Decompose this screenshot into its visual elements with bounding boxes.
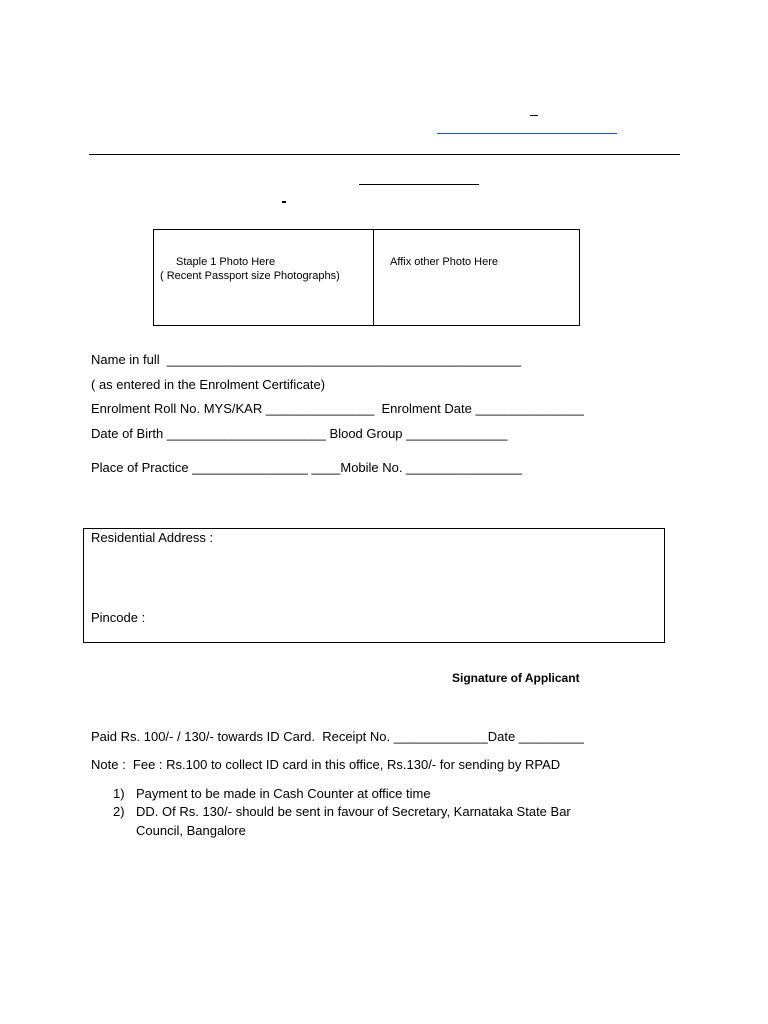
pincode-label: Pincode : — [91, 610, 146, 625]
title-underline — [359, 184, 479, 185]
point-1-text: Payment to be made in Cash Counter at office time — [136, 786, 431, 801]
name-in-full-field: Name in full _________________________________________________ — [91, 352, 522, 367]
header-dash-mark — [530, 115, 538, 116]
residential-address-box — [83, 528, 665, 643]
photo-box-divider — [373, 229, 374, 326]
practice-mobile-field: Place of Practice ________________ ____Mobile No. ________________ — [91, 460, 522, 475]
small-dash-mark — [282, 201, 286, 203]
paid-line: Paid Rs. 100/- / 130/- towards ID Card. Receipt No. _____________Date _________ — [91, 729, 584, 744]
point-2-text: DD. Of Rs. 130/- should be sent in favour of Secretary, Karnataka State Bar — [136, 804, 571, 819]
name-note: ( as entered in the Enrolment Certificate) — [91, 377, 326, 392]
point-2-number: 2) — [113, 804, 125, 819]
enrolment-field: Enrolment Roll No. MYS/KAR _______________ Enrolment Date _______________ — [91, 401, 584, 416]
point-1-number: 1) — [113, 786, 125, 801]
staple-photo-note: ( Recent Passport size Photographs) — [160, 270, 340, 282]
point-2-continuation: Council, Bangalore — [136, 823, 246, 838]
fee-note: Note : Fee : Rs.100 to collect ID card in this office, Rs.130/- for sending by RPAD — [91, 757, 561, 772]
staple-photo-label: Staple 1 Photo Here — [176, 256, 276, 268]
affix-photo-label: Affix other Photo Here — [390, 256, 499, 268]
header-link-underline — [437, 133, 617, 134]
signature-of-applicant: Signature of Applicant — [452, 671, 580, 685]
header-divider-line — [89, 154, 680, 155]
residential-address-label: Residential Address : — [91, 530, 214, 545]
dob-blood-group-field: Date of Birth ______________________ Blood Group ______________ — [91, 426, 508, 441]
